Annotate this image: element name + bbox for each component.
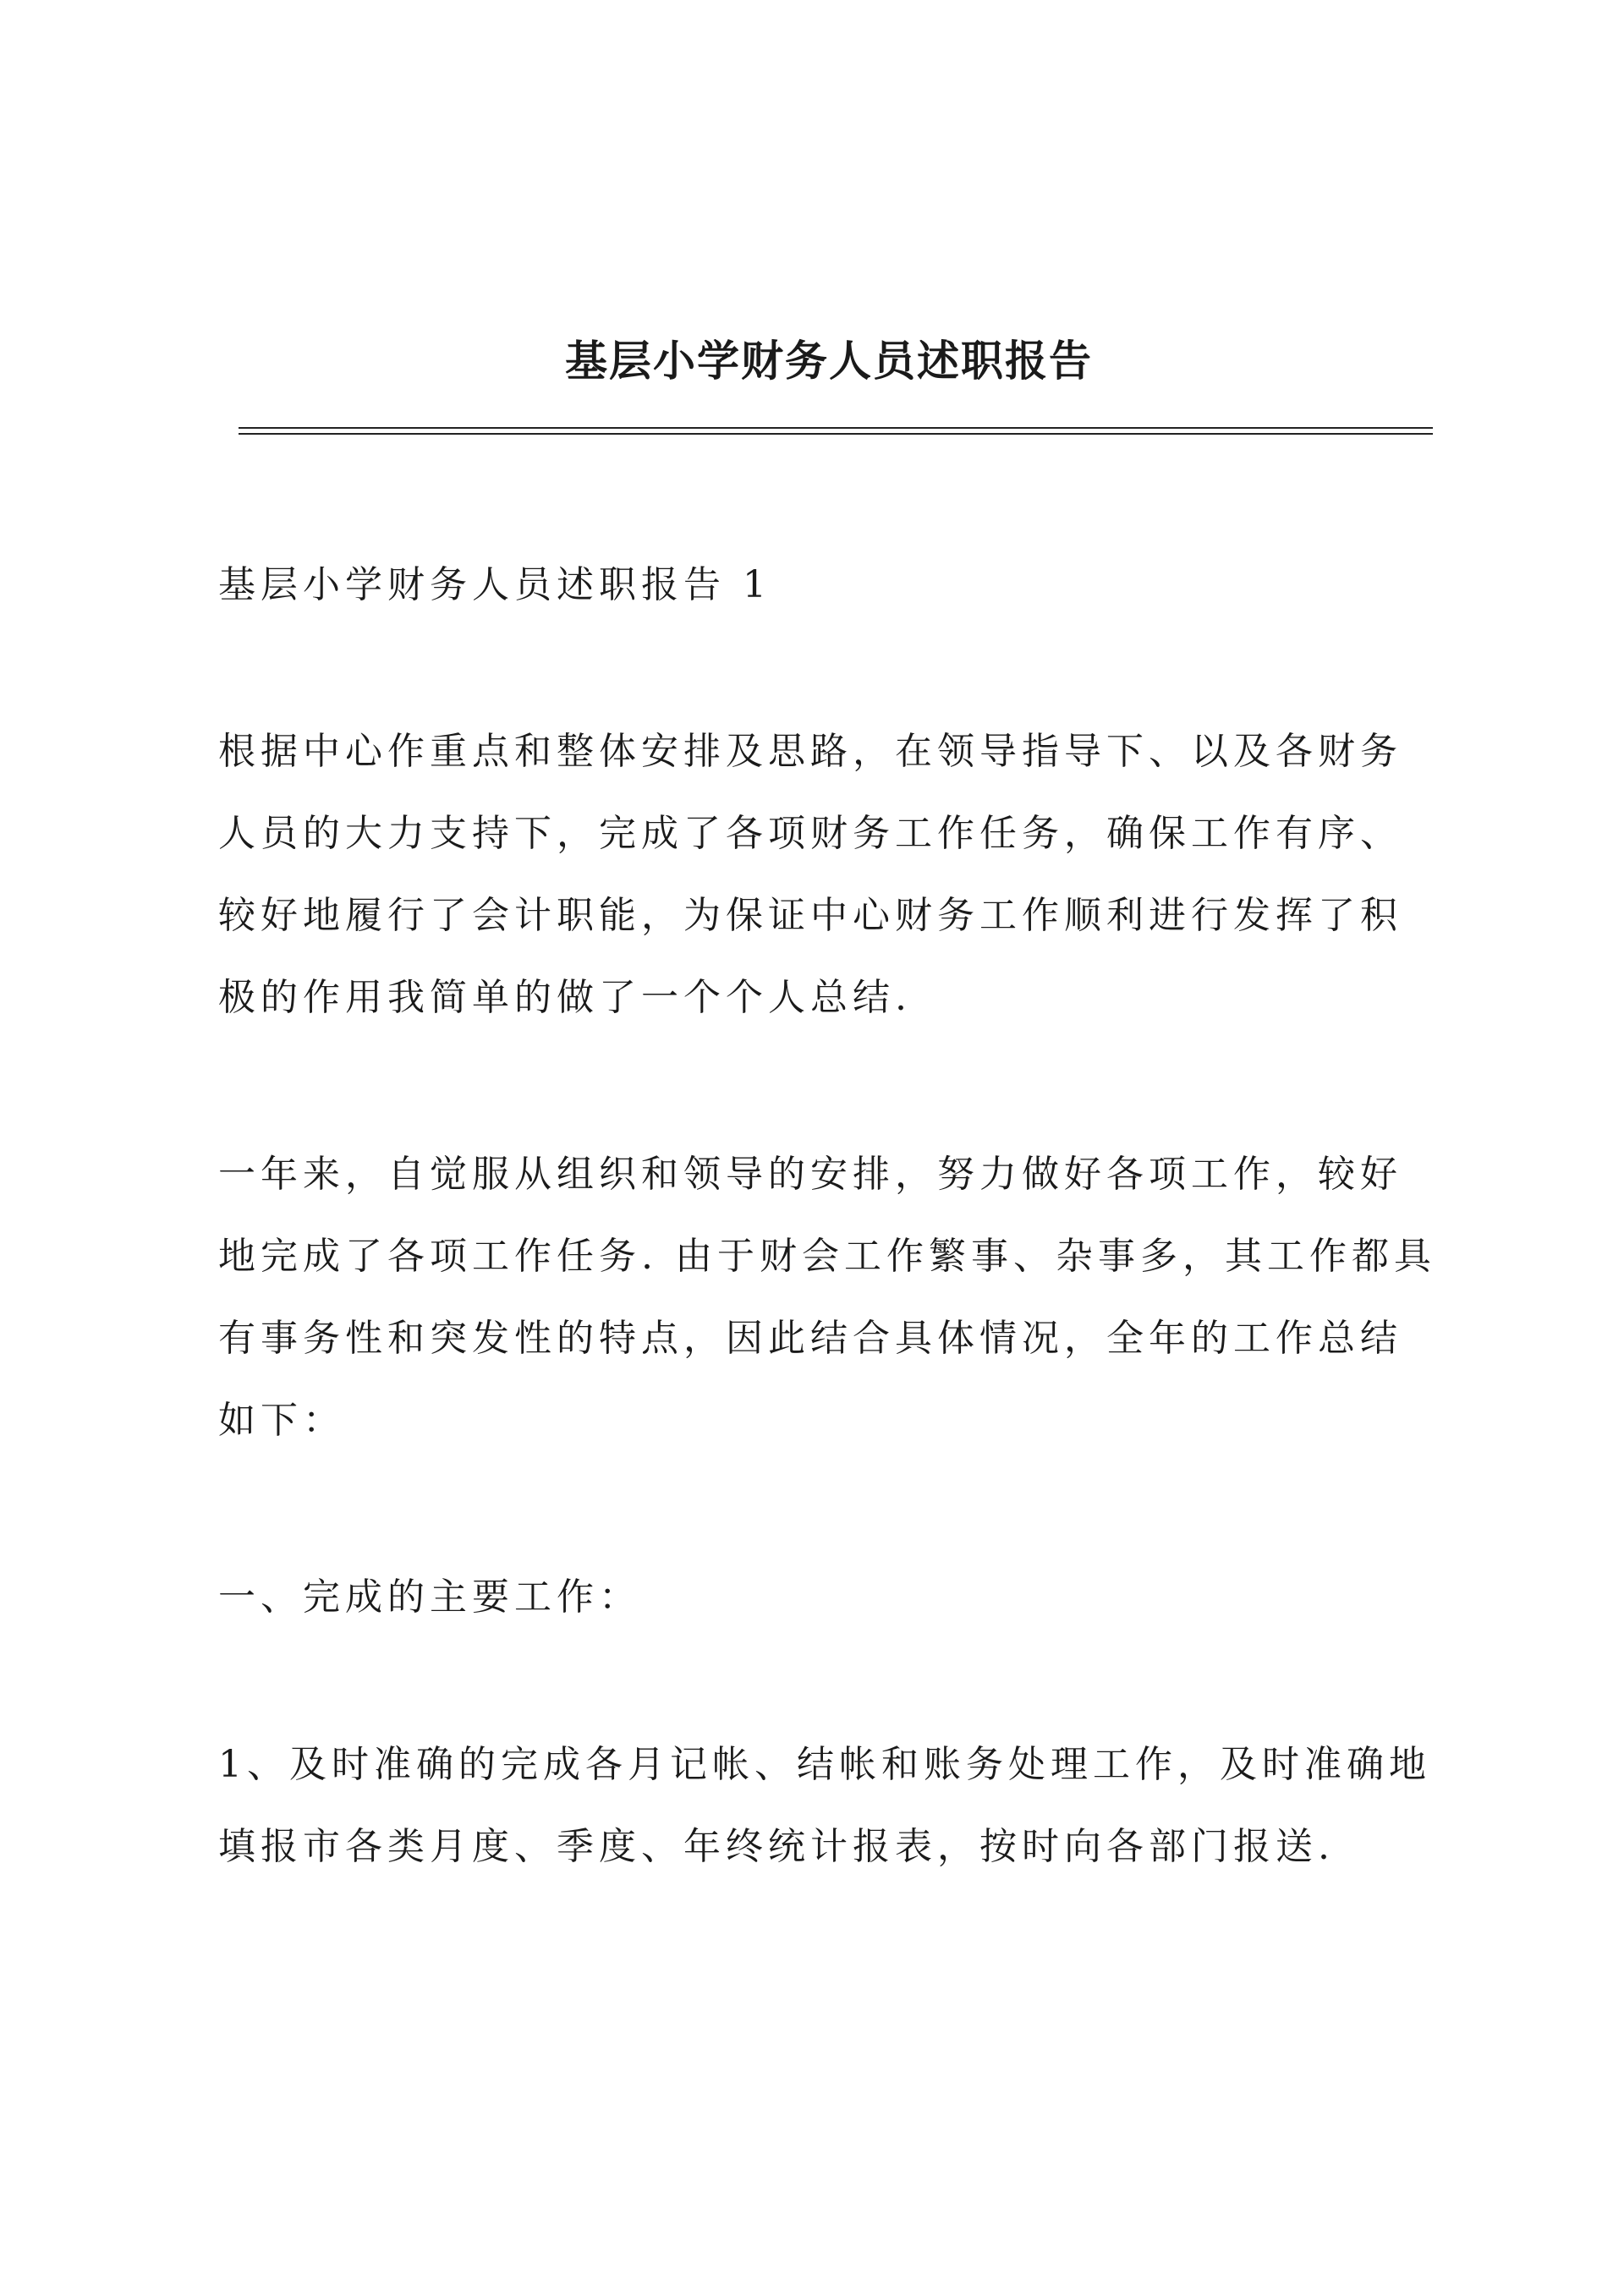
report-heading: 基层小学财务人员述职报告 1 [218,563,771,606]
paragraph: 一年来，自觉服从组织和领导的安排，努力做好各项工作，较好地完成了各项工作任务. 由于财会工作繁事、杂事多，其工作都具有事务性和突发性的特点，因此结合具体情况，全年的工作总结如下： [218,1153,1436,1442]
title-divider-top [239,427,1433,429]
document-title: 基层小学财务人员述职报告 [565,336,1093,386]
paragraph: 根据中心作重点和整体安排及思路，在领导指导下、以及各财务人员的大力支持下，完成了各项财务工作任务，确保工作有序、较好地履行了会计职能，为保证中心财务工作顺利进行发挥了积极的作用我简单的做了一个个人总结. [218,730,1402,1019]
paragraph: 1、及时准确的完成各月记帐、结帐和账务处理工作，及时准确地填报市各类月度、季度、年终统计报表，按时向各部门报送. [218,1743,1431,1868]
title-divider-bottom [239,433,1433,435]
section-heading: 一、完成的主要工作： [218,1575,641,1619]
